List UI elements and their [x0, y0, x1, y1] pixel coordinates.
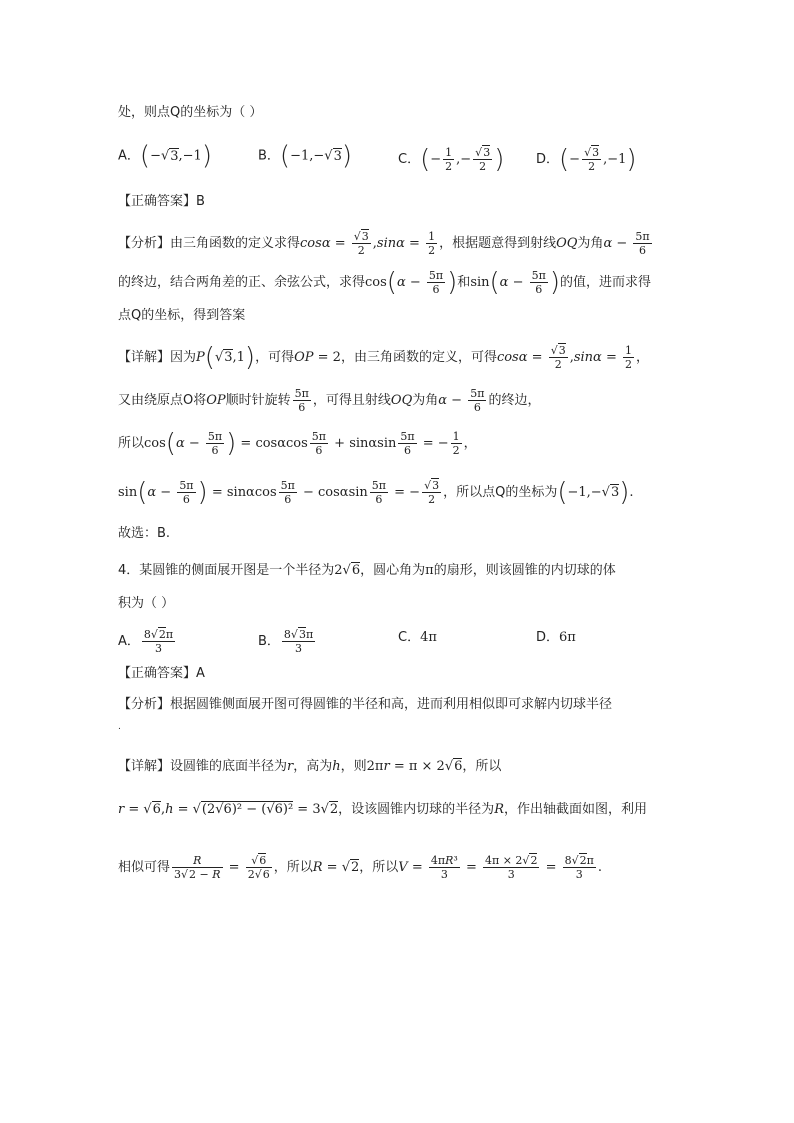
q4-option-a-label: A． — [118, 634, 140, 649]
analysis-text: 和 — [457, 275, 471, 290]
q4-stem-text: 积为（ ） — [118, 596, 175, 611]
detail-text: ，所以 — [462, 759, 502, 774]
q4-detail-line1: 【详解】设圆锥的底面半径为r，高为h，则2πr = π × 2√6，所以 — [118, 759, 502, 774]
analysis-text: 点Q的坐标，得到答案 — [118, 308, 246, 323]
detail-text: 顺时针旋转 — [225, 393, 291, 408]
q3-option-c-label: C． — [398, 152, 421, 167]
detail-label: 【详解】 — [118, 350, 171, 365]
analysis-text: 的终边，结合两角差的正、余弦公式，求得 — [118, 275, 366, 290]
detail-text: ，可得且射线 — [312, 393, 391, 408]
detail-text: 的终边， — [488, 393, 541, 408]
analysis-text: ，根据题意得到射线 — [439, 236, 557, 251]
q3-option-b-label: B． — [258, 148, 280, 164]
q3-option-d: D．(− $\frac{√3}{2}$ ,−1) — [536, 144, 637, 175]
q4-answer-text: 【正确答案】A — [118, 666, 205, 681]
q4-answer — [118, 664, 205, 684]
q3-detail-line3: 所以cos(α − $\frac{5\pi}{6}$ ) = cosαcos $\frac{5\pi}{6}$ + sinαsin $\frac{5\pi}{6}$ = − $\frac{1}{2}$ ， — [118, 428, 477, 459]
detail-text: ，高为 — [293, 759, 333, 774]
detail-text: ，所以点Q的坐标为 — [443, 485, 558, 500]
q4-stem-line2 — [118, 594, 174, 614]
q4-stem-line1: 4．某圆锥的侧面展开图是一个半径为2√6，圆心角为π的扇形，则该圆锥的内切球的体 — [118, 563, 616, 578]
detail-text: 所以 — [118, 436, 145, 451]
q3-option-a-label: A． — [118, 148, 140, 164]
q3-detail-line4: sin(α − $\frac{5\pi}{6}$ ) = sinαcos $\frac{5\pi}{6}$ − cosαsin $\frac{5\pi}{6}$ = − $\frac{√3}{2}$ ，所以点Q的坐标为(−1,−√3). — [118, 477, 634, 508]
q3-detail-line1: 【详解】因为P(√3,1)，可得OP = 2，由三角函数的定义，可得cosα = $\frac{√3}{2}$ ,sinα = $\frac{1}{2}$ ， — [118, 342, 650, 373]
q3-detail-line2: 又由绕原点O将OP顺时针旋转 $\frac{5\pi}{6}$ ，可得且射线OQ为角α − $\frac{5\pi}{6}$ 的终边， — [118, 387, 541, 414]
q3-analysis-line1: 【分析】由三角函数的定义求得cosα = $\frac{√3}{2}$ ,sinα = $\frac{1}{2}$ ，根据题意得到射线OQ为角α − $\frac{5\pi}{6}$ — [118, 230, 650, 257]
detail-text: ，设该圆锥内切球的半径为 — [338, 802, 495, 817]
detail-text: 因为 — [170, 350, 197, 365]
detail-text: ，由三角函数的定义，可得 — [340, 350, 497, 365]
q4-stem-text: 4．某圆锥的侧面展开图是一个半径为 — [118, 563, 335, 578]
q3-tail-text — [118, 103, 262, 123]
q3-analysis-line3 — [118, 306, 245, 326]
analysis-text: 的值，进而求得 — [560, 275, 652, 290]
q4-detail-line3: 相似可得 $\frac{R}{3√2 - R}$ = $\frac{√6}{2√6}$ ，所以R = √2，所以V = $\frac{\text{4πR³}}{3}$ = $\frac{4\pi \times 2√2}{3}$ = $\frac{8√2\pi}{3}$ . — [118, 854, 602, 881]
q3-detail-line5 — [118, 524, 170, 544]
analysis-text: 根据圆锥侧面展开图可得圆锥的半径和高，进而利用相似即可求解内切球半径 — [170, 697, 613, 712]
analysis-label: 【分析】 — [118, 236, 171, 251]
q4-stem-text: 的扇形，则该圆锥的内切球的体 — [433, 563, 616, 578]
q4-detail-line2: r = √6,h = √(2√6)² − (√6)² = 3√2，设该圆锥内切球的半径为R，作出轴截面如图，利用 — [118, 802, 647, 817]
detail-text: ，可得 — [255, 350, 295, 365]
q4-option-b: B． $\frac{8√3\pi}{3}$ — [258, 628, 314, 655]
q4-option-c — [398, 628, 437, 648]
detail-label: 【详解】 — [118, 759, 171, 774]
q3-option-a: A．(−√3,−1) — [118, 141, 212, 171]
detail-text: 又由绕原点O将 — [118, 393, 207, 408]
q4-option-d-value: 6π — [559, 630, 576, 645]
q3-option-b: B．(−1,−√3) — [258, 141, 352, 171]
detail-text: ，所以 — [359, 860, 399, 875]
detail-text: 为角 — [412, 393, 439, 408]
q4-option-d-label: D． — [536, 630, 560, 645]
q3-answer-text: 【正确答案】B — [118, 194, 205, 209]
q3-answer — [118, 192, 205, 212]
detail-text: 相似可得 — [118, 860, 171, 875]
analysis-text: 由三角函数的定义求得 — [170, 236, 301, 251]
detail-text: ，所以 — [273, 860, 313, 875]
q3-analysis-line2: 的终边，结合两角差的正、余弦公式，求得cos(α − $\frac{5\pi}{6}$ )和sin(α − $\frac{5\pi}{6}$ )的值，进而求得 — [118, 267, 652, 298]
q4-option-c-value: 4π — [420, 630, 437, 645]
q4-option-b-label: B． — [258, 634, 280, 649]
analysis-text: 为角 — [577, 236, 604, 251]
q4-option-a: A． $\frac{8√2\pi}{3}$ — [118, 628, 174, 655]
q4-stem-text: ，圆心角为 — [360, 563, 426, 578]
q3-option-d-label: D． — [536, 152, 560, 167]
detail-text: 故选：B. — [118, 526, 171, 541]
q4-analysis — [118, 695, 612, 715]
analysis-label: 【分析】 — [118, 697, 171, 712]
q4-option-d — [536, 628, 576, 648]
q4-option-c-label: C． — [398, 630, 421, 645]
detail-text: ，作出轴截面如图，利用 — [503, 802, 647, 817]
detail-text: ，则 — [340, 759, 367, 774]
q3-option-c: C．(− $\frac{1}{2}$ ,− $\frac{√3}{2}$ ) — [398, 144, 505, 175]
q4-analysis-dot: . — [118, 722, 121, 732]
detail-text: 设圆锥的底面半径为 — [170, 759, 288, 774]
q3-tail-label: 处，则点Q的坐标为（ ） — [118, 105, 263, 120]
